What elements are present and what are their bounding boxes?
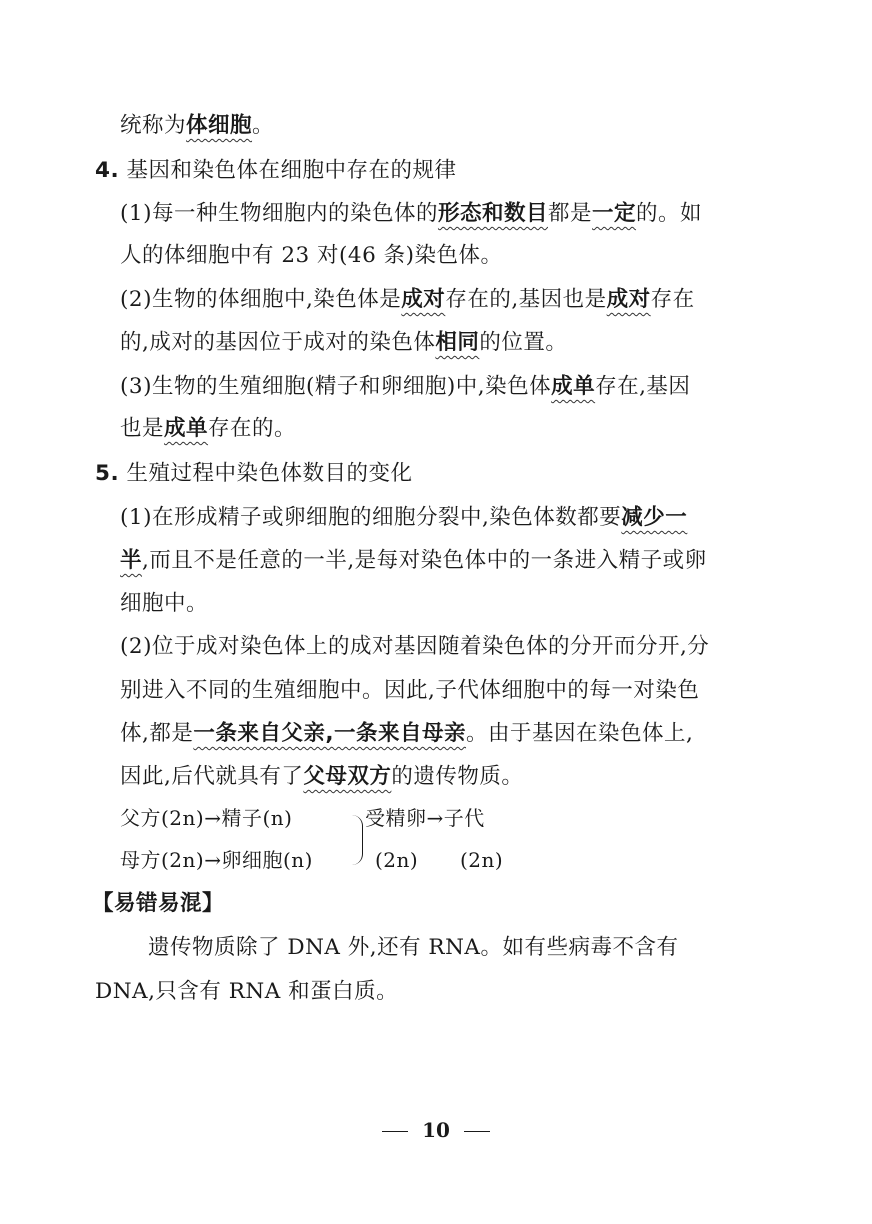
section-number: 5. [95, 461, 120, 486]
key-term: 成单 [164, 416, 209, 441]
text: (2)生物的体细胞中,染色体是 [120, 287, 402, 312]
right-brace-icon [352, 815, 363, 865]
text: 都是 [547, 201, 592, 226]
text: 的遗传物质。 [391, 764, 524, 789]
text: (1)每一种生物细胞内的染色体的 [120, 201, 438, 226]
formula-mother [120, 850, 313, 870]
key-term: 半 [120, 548, 143, 573]
key-term: 一条来自父亲,一条来自母亲 [193, 721, 467, 746]
text: 母方(2n)→卵细胞(n) [120, 848, 313, 872]
text: 。 [252, 113, 275, 138]
key-term: 成单 [551, 374, 596, 399]
key-term: 减少一 [621, 505, 688, 530]
text: (2)位于成对染色体上的成对基因随着染色体的分开而分开,分 [120, 634, 710, 659]
para-4-line-1 [120, 507, 687, 529]
text: (3)生物的生殖细胞(精子和卵细胞)中,染色体 [120, 374, 552, 399]
para-5-line-1 [120, 636, 709, 658]
section-4-heading [95, 160, 457, 182]
para-1-line-2 [120, 245, 503, 267]
section-number: 4. [95, 158, 120, 183]
text: 因此,后代就具有了 [120, 764, 304, 789]
key-term: 体细胞 [186, 113, 253, 138]
key-term: 一定 [592, 201, 637, 226]
para-5-line-4 [120, 766, 523, 788]
page-number: 10 [422, 1118, 450, 1142]
para-4-line-3 [120, 593, 208, 615]
text: 体,都是 [120, 721, 194, 746]
formula-father [120, 808, 292, 828]
formula-offspring-count [460, 850, 503, 870]
error-note-line-2 [95, 981, 398, 1003]
section-title: 基因和染色体在细胞中存在的规律 [126, 158, 457, 183]
text: 别进入不同的生殖细胞中。因此,子代体细胞中的每一对染色 [120, 678, 700, 703]
key-term: 相同 [435, 330, 480, 355]
text: (2n) [375, 848, 419, 872]
text: 。由于基因在染色体上, [466, 721, 694, 746]
section-5-heading [95, 463, 413, 485]
text: 也是 [120, 416, 165, 441]
text: (1)在形成精子或卵细胞的细胞分裂中,染色体数都要 [120, 505, 622, 530]
text: 存在的,基因也是 [445, 287, 607, 312]
dash-right [464, 1131, 490, 1132]
dash-left [382, 1131, 408, 1132]
para-3-line-1 [120, 376, 690, 398]
text: (2n) [460, 848, 504, 872]
para-2-line-2 [120, 332, 567, 354]
text: 存在,基因 [595, 374, 691, 399]
text: 父方(2n)→精子(n) [120, 806, 293, 830]
para-5-line-2 [120, 680, 699, 702]
text: 人的体细胞中有 23 对(46 条)染色体。 [120, 243, 503, 268]
error-prone-heading [92, 893, 224, 915]
error-note-line-1 [148, 937, 678, 959]
formula-zygote-count [375, 850, 418, 870]
key-term: 成对 [606, 287, 651, 312]
text: 受精卵→子代 [365, 806, 485, 830]
line-1 [120, 115, 274, 137]
text: 的。如 [636, 201, 703, 226]
para-4-line-2 [120, 550, 707, 572]
text: 的,成对的基因位于成对的染色体 [120, 330, 436, 355]
text: 存在的。 [208, 416, 297, 441]
text: 遗传物质除了 DNA 外,还有 RNA。如有些病毒不含有 [148, 935, 679, 960]
key-term: 父母双方 [303, 764, 392, 789]
text: 的位置。 [479, 330, 568, 355]
para-1-line-1 [120, 203, 776, 225]
para-2-line-1 [120, 289, 695, 311]
text: ,而且不是任意的一半,是每对染色体中的一条进入精子或卵 [142, 548, 707, 573]
page-footer [0, 1118, 872, 1142]
para-3-line-2 [120, 418, 296, 440]
para-5-line-3 [120, 723, 693, 745]
key-term: 成对 [401, 287, 446, 312]
section-title: 生殖过程中染色体数目的变化 [126, 461, 413, 486]
text: 存在 [650, 287, 695, 312]
key-term: 形态和数目 [437, 201, 548, 226]
formula-zygote [365, 808, 485, 828]
text: 细胞中。 [120, 591, 209, 616]
text: 统称为 [120, 113, 187, 138]
text: DNA,只含有 RNA 和蛋白质。 [95, 979, 399, 1004]
heading-text: 【易错易混】 [92, 891, 225, 916]
